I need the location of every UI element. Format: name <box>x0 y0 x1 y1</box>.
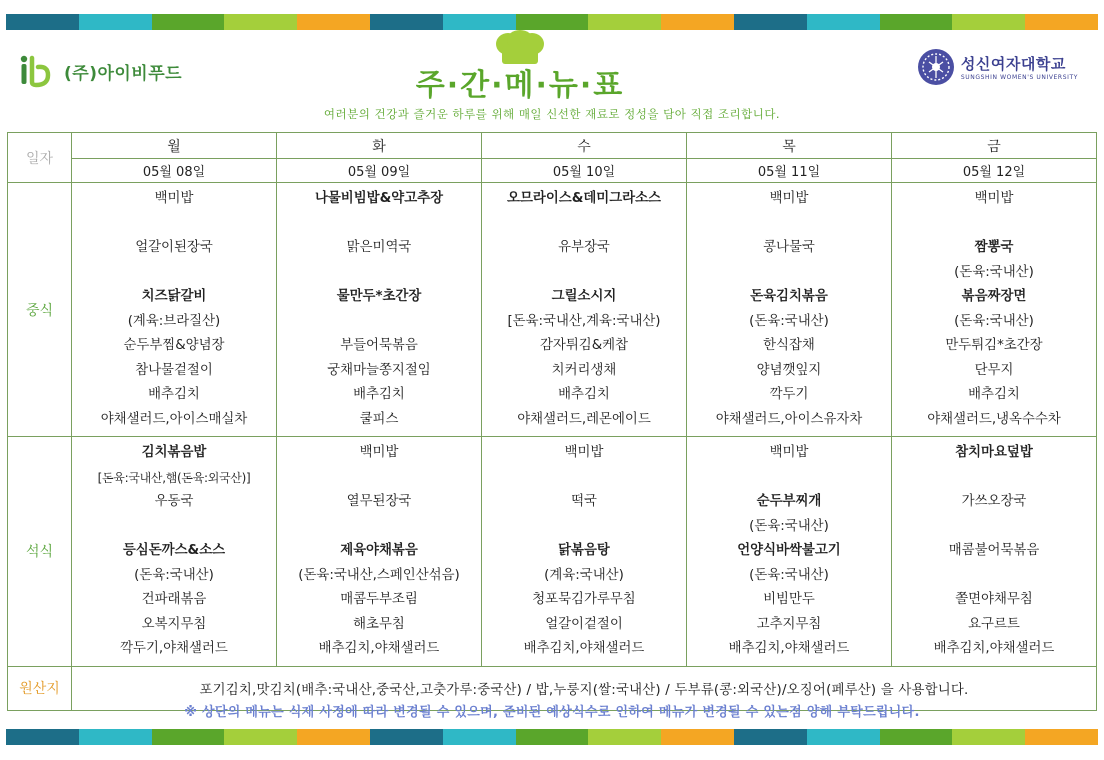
menu-item: 열무된장국 <box>346 494 412 509</box>
dinner-cell-fri <box>892 437 1097 667</box>
menu-item: 야채샐러드,아이스유자차 <box>715 411 863 427</box>
menu-item: 배추김치 <box>968 387 1020 402</box>
menu-item <box>74 212 274 237</box>
menu-item: 양념깻잎지 <box>756 362 822 378</box>
company-name: (주)아이비푸드 <box>64 63 183 84</box>
lunch-cell-tue <box>277 183 482 437</box>
menu-item <box>279 310 479 335</box>
menu-item: 야채샐러드,아이스매실차 <box>100 411 248 427</box>
menu-item: (돈육:국내산) <box>749 567 829 583</box>
lunch-cell-mon <box>72 183 277 437</box>
lunch-label: 중식 <box>8 183 72 437</box>
page-title: 주·간·메·뉴·표 <box>415 68 625 103</box>
menu-item: (돈육:국내산) <box>954 264 1034 280</box>
menu-item: 순두부찌개 <box>756 494 822 509</box>
menu-item: (돈육:국내산) <box>749 313 829 329</box>
bottom-color-stripe <box>6 729 1098 745</box>
menu-item: 배추김치 <box>353 387 405 402</box>
menu-item: 김치볶음밥 <box>141 445 207 460</box>
university-logo <box>917 48 1078 86</box>
date-tue: 05월 09일 <box>277 159 482 183</box>
menu-item: 부들어묵볶음 <box>340 338 418 353</box>
menu-item: 깍두기 <box>769 387 809 402</box>
dinner-cell-thu <box>687 437 892 667</box>
stripe-segment <box>224 14 297 30</box>
menu-item: [돈육:국내산,계육:국내산) <box>507 313 661 329</box>
menu-item: 우동국 <box>154 494 194 509</box>
menu-item: 맑은미역국 <box>346 240 412 255</box>
stripe-segment <box>807 729 880 745</box>
menu-item: 얼갈이겉절이 <box>545 616 623 632</box>
menu-item: 언양식바싹불고기 <box>737 543 841 558</box>
menu-item: 궁채마늘쫑지절임 <box>327 362 431 378</box>
date-wed: 05월 10일 <box>482 159 687 183</box>
menu-item: 건파래볶음 <box>141 592 207 607</box>
menu-item: 매콤두부조림 <box>340 592 418 607</box>
menu-item: 만두튀김*초간장 <box>945 338 1043 353</box>
stripe-segment <box>79 14 152 30</box>
menu-item <box>74 261 274 286</box>
menu-item <box>484 466 684 491</box>
menu-item: 쿨피스 <box>359 411 399 427</box>
menu-item: 매콤불어묵볶음 <box>948 543 1040 558</box>
date-fri: 05월 12일 <box>892 159 1097 183</box>
menu-item: 치즈닭갈비 <box>141 289 207 304</box>
menu-item: 배추김치,야채샐러드 <box>728 641 850 656</box>
menu-item: 백미밥 <box>564 445 604 460</box>
stripe-segment <box>734 14 807 30</box>
menu-item: 백미밥 <box>769 191 809 206</box>
dinner-label: 석식 <box>8 437 72 667</box>
menu-item <box>894 515 1094 540</box>
menu-item: 가쓰오장국 <box>961 494 1027 509</box>
dinner-cell-mon <box>72 437 277 667</box>
menu-item <box>484 261 684 286</box>
stripe-segment <box>734 729 807 745</box>
stripe-segment <box>443 729 516 745</box>
menu-item: 백미밥 <box>974 191 1014 206</box>
menu-item: 단무지 <box>974 362 1014 378</box>
lunch-cell-thu <box>687 183 892 437</box>
lunch-cell-wed <box>482 183 687 437</box>
menu-item: (계육:국내산) <box>544 567 624 583</box>
menu-item: 짬뽕국 <box>974 240 1014 255</box>
day-header-tue: 화 <box>277 133 482 159</box>
menu-item: 콩나물국 <box>763 240 815 255</box>
menu-item: 백미밥 <box>769 445 809 460</box>
dinner-cell-wed <box>482 437 687 667</box>
menu-item: 깍두기,야채샐러드 <box>120 641 228 656</box>
menu-item: 얼갈이된장국 <box>135 240 213 255</box>
day-header-fri: 금 <box>892 133 1097 159</box>
menu-item: 배추김치,야채샐러드 <box>933 641 1055 656</box>
menu-item: 배추김치,야채샐러드 <box>318 641 440 656</box>
menu-item: 볶음짜장면 <box>961 289 1027 304</box>
dinner-cell-tue <box>277 437 482 667</box>
menu-item: 그릴소시지 <box>551 289 617 304</box>
stripe-segment <box>370 729 443 745</box>
company-logo <box>18 54 182 88</box>
lunch-cell-fri <box>892 183 1097 437</box>
stripe-segment <box>661 14 734 30</box>
menu-item: (돈육:국내산) <box>749 518 829 534</box>
menu-item: 백미밥 <box>359 445 399 460</box>
menu-item: 유부장국 <box>558 240 610 255</box>
weekly-menu-table <box>7 132 1097 711</box>
menu-item: 해초무침 <box>353 616 405 632</box>
stripe-segment <box>588 14 661 30</box>
stripe-segment <box>297 14 370 30</box>
menu-item: 순두부찜&양념장 <box>123 338 225 353</box>
menu-item: 비빔만두 <box>763 592 815 607</box>
stripe-segment <box>588 729 661 745</box>
menu-item: 청포묵김가루무침 <box>532 592 636 607</box>
stripe-segment <box>807 14 880 30</box>
menu-item: 배추김치 <box>148 387 200 402</box>
menu-item: 쫄면야채무침 <box>955 592 1033 607</box>
stripe-segment <box>661 729 734 745</box>
stripe-segment <box>6 729 79 745</box>
menu-item: 오복지무침 <box>141 616 207 632</box>
stripe-segment <box>952 14 1025 30</box>
date-label: 일자 <box>8 133 72 183</box>
menu-item: 참나물겉절이 <box>135 362 213 378</box>
menu-item: 돈육김치볶음 <box>750 289 828 304</box>
day-header-thu: 목 <box>687 133 892 159</box>
menu-item: 한식잡채 <box>763 338 815 353</box>
stripe-segment <box>152 729 225 745</box>
page-subtitle: 여러분의 건강과 즐거운 하루를 위해 매일 신선한 재료로 정성을 담아 직접 조리합니다. <box>323 107 781 121</box>
day-header-mon: 월 <box>72 133 277 159</box>
stripe-segment <box>6 14 79 30</box>
title-block <box>390 30 650 103</box>
menu-item <box>279 466 479 491</box>
change-notice: ※ 상단의 메뉴는 식재 사정에 따라 변경될 수 있으며, 준비된 예상식수로 인하여 메뉴가 변경될 수 있는점 양해 부탁드립니다. <box>184 705 920 720</box>
stripe-segment <box>1025 14 1098 30</box>
stripe-segment <box>516 14 589 30</box>
menu-item: 닭볶음탕 <box>558 543 610 558</box>
menu-item <box>279 515 479 540</box>
menu-item: 참치마요덮밥 <box>955 445 1033 460</box>
stripe-segment <box>880 14 953 30</box>
menu-item: 배추김치,야채샐러드 <box>523 641 645 656</box>
menu-item <box>689 261 889 286</box>
menu-item <box>279 261 479 286</box>
menu-item: [돈육:국내산,햄(돈육:외국산)] <box>97 470 251 485</box>
stripe-segment <box>297 729 370 745</box>
menu-item: 고추지무침 <box>756 616 822 632</box>
menu-item <box>894 466 1094 491</box>
origin-statement: 포기김치,맛김치(배추:국내산,중국산,고춧가루:중국산) / 밥,누룽지(쌀:국내산) / 두부류(콩:외국산)/오징어(페루산) 을 사용합니다. <box>72 666 1097 710</box>
menu-item: 야채샐러드,레몬에이드 <box>517 411 651 427</box>
menu-item: 나물비빔밥&약고추장 <box>314 191 444 206</box>
university-name: 성신여자대학교 <box>960 55 1066 73</box>
university-emblem-icon <box>917 48 955 86</box>
top-color-stripe <box>6 14 1098 30</box>
menu-item: 오므라이스&데미그라소스 <box>507 191 661 206</box>
page-header <box>0 30 1104 130</box>
menu-item: 물만두*초간장 <box>336 289 422 304</box>
menu-item: 제육야채볶음 <box>340 543 418 558</box>
date-thu: 05월 11일 <box>687 159 892 183</box>
stripe-segment <box>79 729 152 745</box>
menu-item: (돈육:국내산) <box>954 313 1034 329</box>
stripe-segment <box>152 14 225 30</box>
stripe-segment <box>224 729 297 745</box>
menu-item <box>484 515 684 540</box>
stripe-segment <box>952 729 1025 745</box>
menu-item: (돈육:국내산,스페인산섞음) <box>298 567 460 583</box>
university-sub-name: SUNGSHIN WOMEN'S UNIVERSITY <box>960 74 1078 81</box>
menu-item: (돈육:국내산) <box>134 567 214 583</box>
menu-item: 배추김치 <box>558 387 610 402</box>
menu-item: 떡국 <box>571 494 597 509</box>
menu-item <box>894 212 1094 237</box>
menu-item <box>484 212 684 237</box>
menu-item: 감자튀김&케찹 <box>539 338 629 353</box>
stripe-segment <box>443 14 516 30</box>
menu-item <box>279 212 479 237</box>
menu-item: 야채샐러드,냉옥수수차 <box>927 411 1061 427</box>
menu-item: 요구르트 <box>968 616 1020 632</box>
menu-item: (계육:브라질산) <box>127 313 221 329</box>
stripe-segment <box>370 14 443 30</box>
ib-logo-icon <box>18 54 58 88</box>
menu-item <box>74 515 274 540</box>
menu-item <box>689 212 889 237</box>
origin-label: 원산지 <box>8 666 72 710</box>
menu-item: 백미밥 <box>154 191 194 206</box>
date-mon: 05월 08일 <box>72 159 277 183</box>
menu-item <box>689 466 889 491</box>
stripe-segment <box>1025 729 1098 745</box>
menu-item: 등심돈까스&소스 <box>122 543 226 558</box>
menu-item: 치커리생채 <box>551 362 617 378</box>
stripe-segment <box>880 729 953 745</box>
day-header-wed: 수 <box>482 133 687 159</box>
menu-item <box>894 564 1094 589</box>
stripe-segment <box>516 729 589 745</box>
